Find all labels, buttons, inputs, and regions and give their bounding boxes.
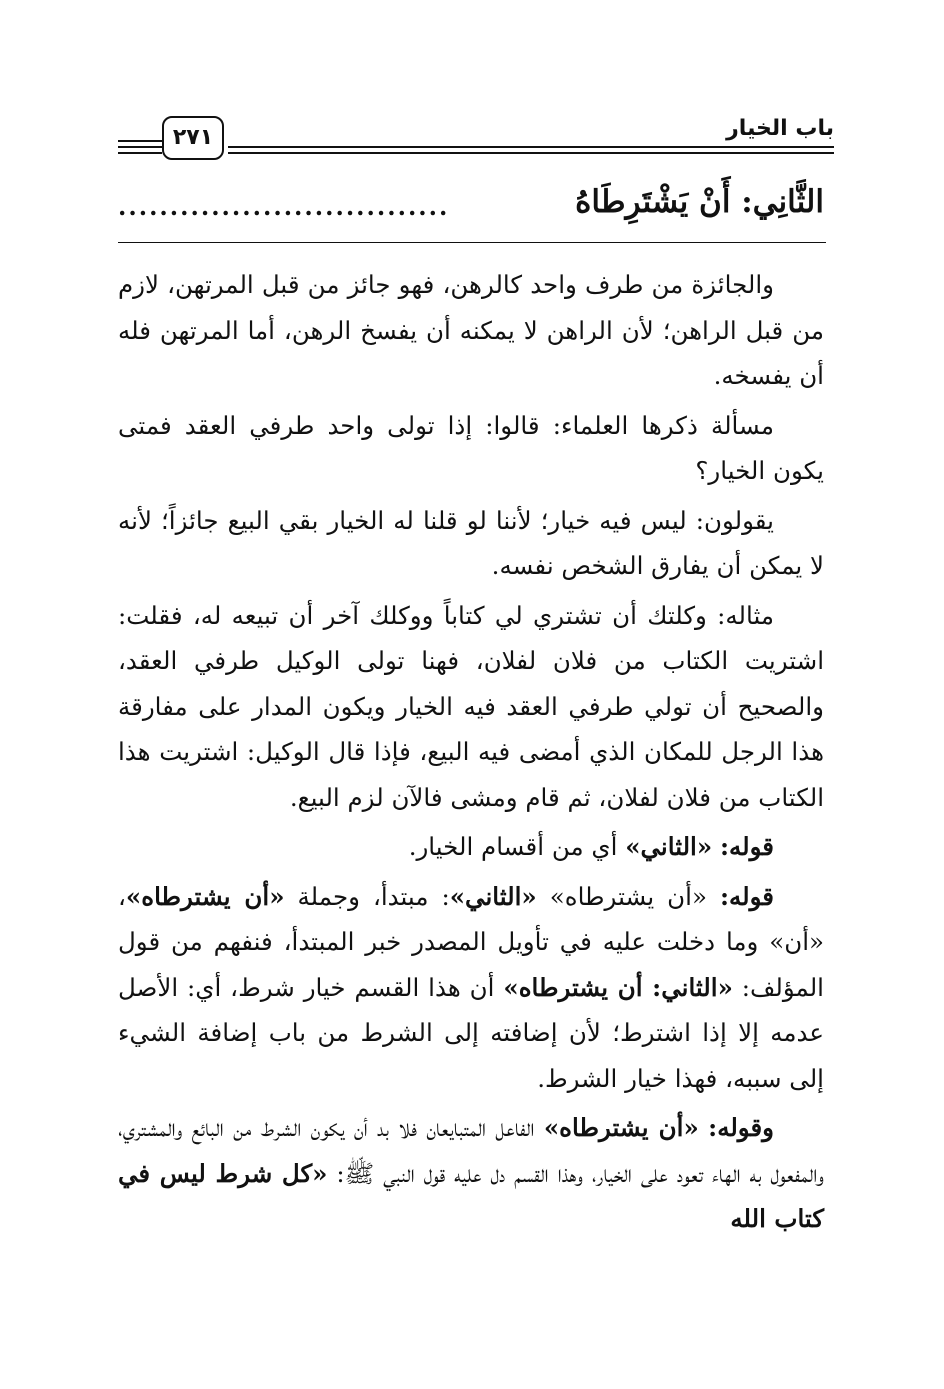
- matn-quote: «أن يشترطاه»: [549, 881, 707, 911]
- paragraph-6-mid-2: ، «أن» وما دخلت عليه في تأويل المصدر خبر المبتدأ، فنفهم من قول المؤلف:: [118, 881, 824, 1002]
- paragraph-5-rest: أي من أقسام الخيار.: [408, 832, 618, 861]
- header-rule-left-1: [118, 140, 162, 142]
- bold-quote: «أن يشترطاه»: [125, 881, 285, 911]
- paragraph-1: والجائزة من طرف واحد كالرهن، فهو جائز من قبل المرتهن، لازم من قبل الراهن؛ لأن الراهن لا يمكنه أن يفسخ الرهن، أما المرتهن فله أن يفسخه.: [118, 270, 824, 390]
- bold-quote: «الثاني»: [449, 881, 537, 911]
- bold-quote: «أن يشترطاه»: [543, 1113, 699, 1142]
- paragraph-6: [118, 874, 824, 1102]
- hadith-quote: «كل شرط ليس في كتاب الله: [118, 1158, 824, 1233]
- paragraph-3: يقولون: ليس فيه خيار؛ لأننا لو قلنا له الخيار بقي البيع جائزاً؛ لأنه لا يمكن أن يفارق الشخص نفسه.: [118, 505, 824, 580]
- matn-quote: «الثاني»: [625, 832, 713, 861]
- page-number: ٢٧١: [162, 116, 224, 160]
- waqawluh-lead: وقوله:: [708, 1113, 774, 1142]
- title-divider: [118, 242, 826, 243]
- paragraph-6-rest: أن هذا القسم خيار شرط، أي: الأصل عدمه إلا إذا اشترط؛ لأن إضافته إلى الشرط من باب إضافة الشيء إلى سببه، فهذا خيار الشرط.: [118, 972, 824, 1093]
- qawluh-lead: قوله:: [720, 881, 775, 911]
- matn-dots: ................................: [118, 192, 450, 221]
- matn-title: الثَّانِي: أَنْ يَشْتَرِطَاهُ: [575, 184, 824, 220]
- paragraph-4: مثاله: وكلتك أن تشتري لي كتاباً ووكلك آخر أن تبيعه له، فقلت: اشتريت الكتاب من فلان لفلان، فهنا تولى الوكيل طرفي العقد، والصحيح أن تولي طرفي العقد فيه الخيار ويكون المدار على مفارقة هذا الرجل للمكان الذي أمضى فيه البيع، فإذا قال الوكيل: اشتريت هذا الكتاب من فلان لفلان، ثم قام ومشى فالآن لزم البيع.: [118, 600, 824, 812]
- header-rule-left-2: [118, 146, 162, 148]
- header-rule-bottom: [228, 152, 834, 154]
- paragraph-6-mid-1: : مبتدأ، وجملة: [297, 881, 450, 911]
- bold-quote: «الثاني: أن يشترطاه»: [503, 972, 733, 1002]
- paragraph-2: مسألة ذكرها العلماء: قالوا: إذا تولى واحد طرفي العقد فمتى يكون الخيار؟: [118, 410, 824, 485]
- header-rule-top: [228, 146, 834, 148]
- paragraph-7: [118, 1105, 824, 1242]
- running-head: باب الخيار: [726, 116, 834, 141]
- body-text: [118, 262, 824, 1242]
- paragraph-7-mid: الفاعل المتبايعان فلا بد أن يكون الشرط من البائع والمشتري، والمفعول به الهاء تعود على الخيار، وهذا القسم دل عليه قول النبي ﷺ:: [118, 1113, 824, 1188]
- header-rule-left-3: [118, 152, 162, 154]
- qawluh-lead: قوله:: [719, 832, 774, 861]
- paragraph-5: [118, 824, 824, 870]
